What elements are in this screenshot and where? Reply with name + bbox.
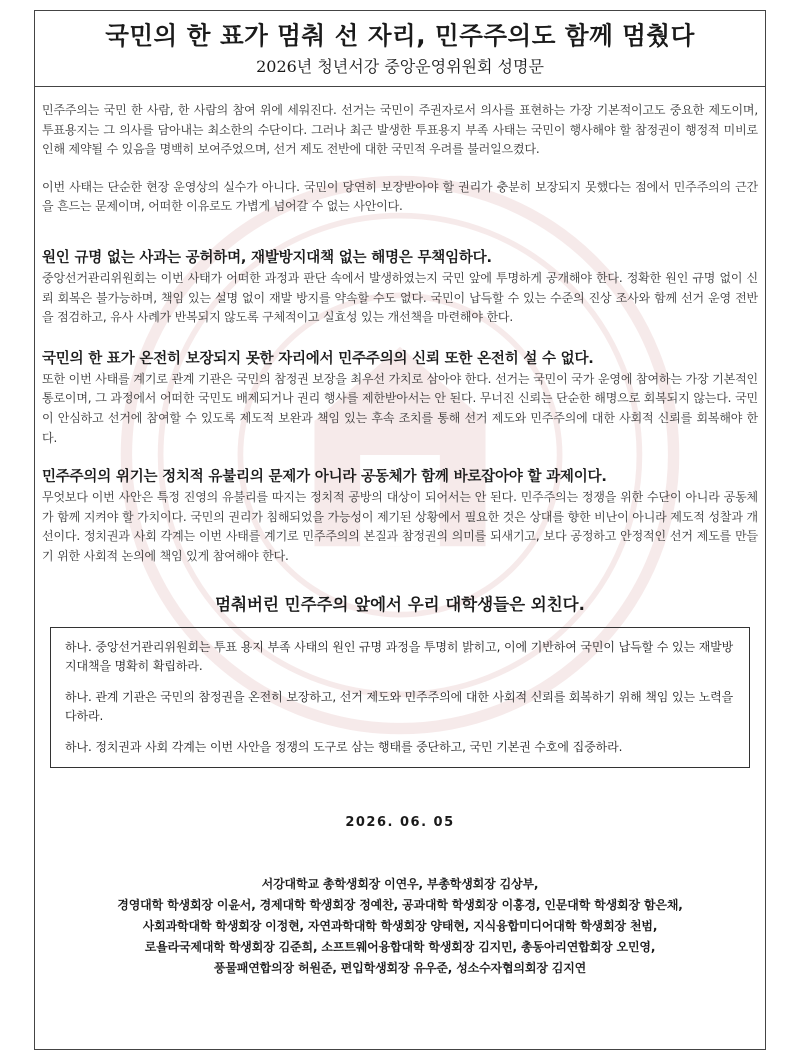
intro-paragraph: 민주주의는 국민 한 사람, 한 사람의 참여 위에 세워진다. 선거는 국민이 주권자로서 의사를 표현하는 가장 기본적이고도 중요한 제도이며, 투표용지는 그 의사를 담아내는 최소한의 수단이다. 그러나 최근 발생한 투표용지 부족 사태는 국민이 행사해야 할 참정권이 행정적 미비로 인해 제약될 수 있음을 명백히 보여주었으며, 선거 제도 전반에 대한 국민적 우려를 불러일으켰다. xyxy=(42,103,758,157)
resolution-item: 하나. 중앙선거관리위원회는 투표 용지 부족 사태의 원인 규명 과정을 투명히 밝히고, 이에 기반하여 국민이 납득할 수 있는 재발방지대책을 명확히 확립하라. xyxy=(65,639,734,673)
statement-title: 국민의 한 표가 멈춰 선 자리, 민주주의도 함께 멈췄다 xyxy=(105,21,695,50)
statement-subtitle: 2026년 청년서강 중앙운영위원회 성명문 xyxy=(256,57,544,76)
statement-document xyxy=(34,10,766,979)
signer-line: 풍물패연합의장 허원준, 편입학생회장 유우준, 성소수자협의회장 김지연 xyxy=(213,960,587,975)
section-heading: 민주주의의 위기는 정치적 유불리의 문제가 아니라 공동체가 함께 바로잡아야 할 과제이다. xyxy=(42,469,607,486)
section-paragraph: 또한 이번 사태를 계기로 관계 기관은 국민의 참정권 보장을 최우선 가치로 삼아야 한다. 선거는 국민이 국가 운영에 참여하는 가장 기본적인 통로이며, 그 과정에서 어떠한 국민도 배제되거나 권리 행사를 제한받아서는 안 된다. 무너진 신뢰는 단순한 해명으로 회복되지 않는다. 국민이 안심하고 선거에 참여할 수 있도록 제도적 보완과 책임 있는 후속 조치를 통해 선거 제도와 민주주의에 대한 사회적 신뢰를 회복해야 한다. xyxy=(42,371,758,445)
section-paragraph: 중앙선거관리위원회는 이번 사태가 어떠한 과정과 판단 속에서 발생하였는지 국민 앞에 투명하게 공개해야 한다. 정확한 원인 규명 없이 신뢰 회복은 불가능하며, 책임 있는 설명 없이 재발 방지를 약속할 수도 없다. 국민이 납득할 수 있는 수준의 진상 조사와 함께 선거 운영 전반을 점검하고, 유사 사례가 반복되지 않도록 구체적이고 실효성 있는 개선책을 마련해야 한다. xyxy=(42,270,758,325)
statement-body xyxy=(34,101,766,567)
signer-line: 사회과학대학 학생회장 이정현, 자연과학대학 학생회장 양태현, 지식융합미디어대학 학생회장 천범, xyxy=(142,918,658,933)
intro-paragraph: 이번 사태는 단순한 현장 운영상의 실수가 아니다. 국민이 당연히 보장받아야 할 권리가 충분히 보장되지 못했다는 점에서 민주주의의 근간을 흔드는 문제이며, 어떠한 이유로도 가볍게 넘어갈 수 없는 사안이다. xyxy=(42,179,758,214)
signer-line: 경영대학 학생회장 이윤서, 경제대학 학생회장 정예찬, 공과대학 학생회장 이홍경, 인문대학 학생회장 함은채, xyxy=(117,897,683,912)
title-divider xyxy=(34,86,766,87)
statement-date: 2026. 06. 05 xyxy=(345,814,455,830)
call-to-action-heading: 멈춰버린 민주주의 앞에서 우리 대학생들은 외친다. xyxy=(215,594,585,614)
resolution-item: 하나. 관계 기관은 국민의 참정권을 온전히 보장하고, 선거 제도와 민주주의에 대한 사회적 신뢰를 회복하기 위해 책임 있는 노력을 다하라. xyxy=(65,689,734,723)
section-heading: 원인 규명 없는 사과는 공허하며, 재발방지대책 없는 해명은 무책임하다. xyxy=(42,249,492,266)
resolution-item: 하나. 정치권과 사회 각계는 이번 사안을 정쟁의 도구로 삼는 행태를 중단하고, 국민 기본권 수호에 집중하라. xyxy=(65,739,623,754)
resolutions-box xyxy=(50,627,750,768)
section-heading: 국민의 한 표가 온전히 보장되지 못한 자리에서 민주주의의 신뢰 또한 온전히 설 수 없다. xyxy=(42,350,594,367)
signer-line: 로욜라국제대학 학생회장 김준희, 소프트웨어융합대학 학생회장 김지민, 총동아리연합회장 오민영, xyxy=(144,939,656,954)
section-paragraph: 무엇보다 이번 사안은 특정 진영의 유불리를 따지는 정치적 공방의 대상이 되어서는 안 된다. 민주주의는 정쟁을 위한 수단이 아니라 공동체가 함께 지켜야 할 가치이다. 국민의 권리가 침해되었을 가능성이 제기된 상황에서 필요한 것은 상대를 향한 비난이 아니라 제도적 성찰과 개선이다. 정치권과 사회 각계는 이번 사태를 계기로 민주주의의 본질과 참정권의 의미를 되새기고, 보다 공정하고 안정적인 선거 제도를 만들기 위한 사회적 논의에 책임 있게 참여해야 한다. xyxy=(42,490,758,563)
signer-line: 서강대학교 총학생회장 이연우, 부총학생회장 김상부, xyxy=(261,876,539,891)
signers-list xyxy=(34,874,766,979)
